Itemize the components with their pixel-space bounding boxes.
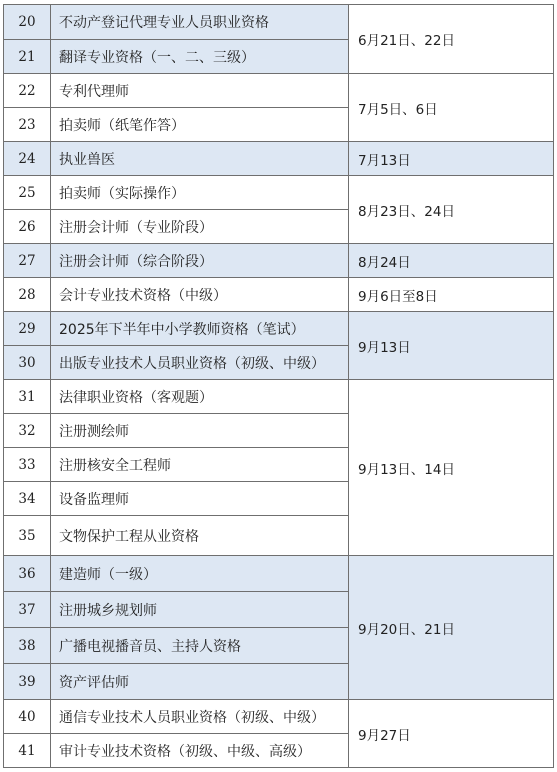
exam-name: 会计专业技术资格（中级） — [51, 278, 349, 312]
exam-name: 拍卖师（实际操作） — [51, 176, 349, 210]
exam-date: 9月13日 — [349, 312, 554, 380]
table-row — [4, 556, 554, 592]
row-number: 24 — [4, 142, 51, 176]
row-number: 26 — [4, 210, 51, 244]
exam-date: 9月20日、21日 — [349, 556, 554, 700]
row-number: 41 — [4, 734, 51, 768]
exam-name: 专利代理师 — [51, 74, 349, 108]
row-number: 31 — [4, 380, 51, 414]
row-number: 23 — [4, 108, 51, 142]
exam-name: 注册测绘师 — [51, 414, 349, 448]
row-number: 28 — [4, 278, 51, 312]
row-number: 34 — [4, 482, 51, 516]
exam-name: 资产评估师 — [51, 664, 349, 700]
row-number: 30 — [4, 346, 51, 380]
exam-name: 建造师（一级） — [51, 556, 349, 592]
table-row — [4, 244, 554, 278]
exam-name: 翻译专业资格（一、二、三级） — [51, 40, 349, 74]
exam-schedule-table — [3, 4, 554, 768]
row-number: 20 — [4, 5, 51, 40]
exam-name: 2025年下半年中小学教师资格（笔试） — [51, 312, 349, 346]
row-number: 37 — [4, 592, 51, 628]
row-number: 35 — [4, 516, 51, 556]
exam-date: 7月13日 — [349, 142, 554, 176]
table-row — [4, 700, 554, 734]
table-row — [4, 380, 554, 414]
row-number: 22 — [4, 74, 51, 108]
row-number: 21 — [4, 40, 51, 74]
exam-name: 注册会计师（综合阶段） — [51, 244, 349, 278]
row-number: 25 — [4, 176, 51, 210]
exam-name: 审计专业技术资格（初级、中级、高级） — [51, 734, 349, 768]
exam-date: 8月23日、24日 — [349, 176, 554, 244]
exam-name: 注册城乡规划师 — [51, 592, 349, 628]
row-number: 33 — [4, 448, 51, 482]
table-row — [4, 74, 554, 108]
exam-name: 注册会计师（专业阶段） — [51, 210, 349, 244]
exam-date: 7月5日、6日 — [349, 74, 554, 142]
row-number: 39 — [4, 664, 51, 700]
exam-name: 拍卖师（纸笔作答） — [51, 108, 349, 142]
exam-name: 不动产登记代理专业人员职业资格 — [51, 5, 349, 40]
row-number: 27 — [4, 244, 51, 278]
exam-name: 出版专业技术人员职业资格（初级、中级） — [51, 346, 349, 380]
row-number: 38 — [4, 628, 51, 664]
exam-name: 法律职业资格（客观题） — [51, 380, 349, 414]
table-row — [4, 176, 554, 210]
exam-date: 9月13日、14日 — [349, 380, 554, 556]
row-number: 32 — [4, 414, 51, 448]
row-number: 40 — [4, 700, 51, 734]
table-row — [4, 5, 554, 40]
table-row — [4, 312, 554, 346]
exam-name: 执业兽医 — [51, 142, 349, 176]
exam-date: 9月27日 — [349, 700, 554, 768]
exam-date: 6月21日、22日 — [349, 5, 554, 74]
exam-date: 9月6日至8日 — [349, 278, 554, 312]
table-row — [4, 142, 554, 176]
row-number: 29 — [4, 312, 51, 346]
row-number: 36 — [4, 556, 51, 592]
table-row — [4, 278, 554, 312]
exam-date: 8月24日 — [349, 244, 554, 278]
exam-name: 注册核安全工程师 — [51, 448, 349, 482]
exam-name: 设备监理师 — [51, 482, 349, 516]
exam-name: 通信专业技术人员职业资格（初级、中级） — [51, 700, 349, 734]
exam-name: 广播电视播音员、主持人资格 — [51, 628, 349, 664]
exam-name: 文物保护工程从业资格 — [51, 516, 349, 556]
